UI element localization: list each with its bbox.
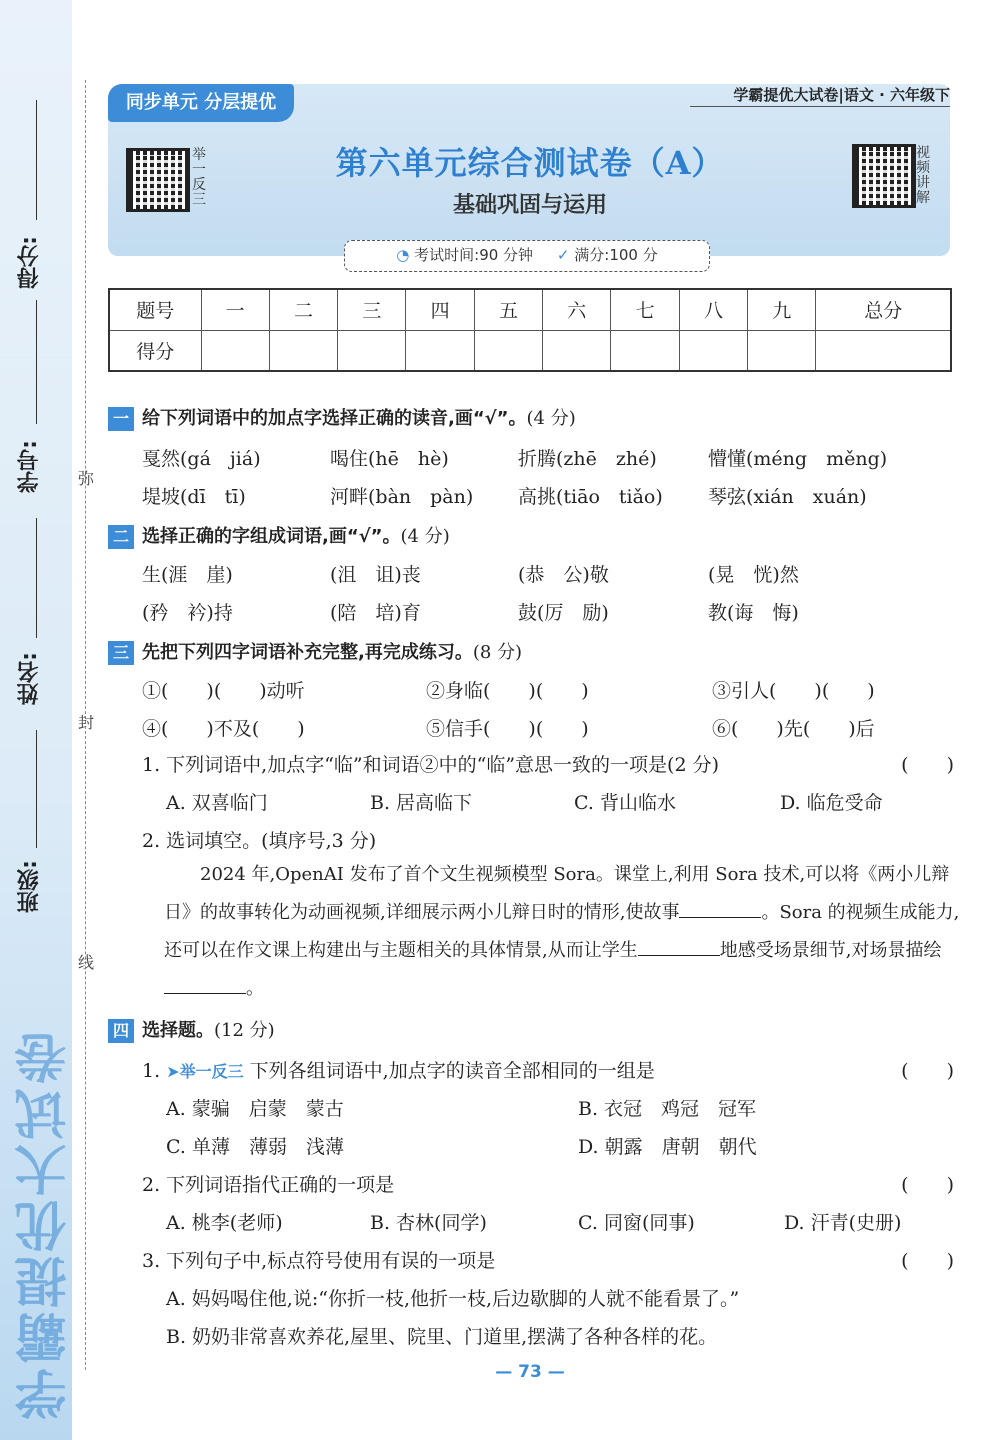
variant-tag: ➤举一反三 [166,1062,244,1081]
name-field-label: 姓名: [17,652,42,705]
table-cell: 三 [338,289,406,330]
score-input-cell[interactable] [679,330,747,371]
name-field-line[interactable] [36,518,37,638]
exam-info-box [344,240,710,272]
section-4-heading [108,1016,275,1043]
student-id-field-label: 学号: [17,440,42,493]
score-input-cell[interactable] [611,330,679,371]
score-table-header-row [109,289,951,330]
list-item[interactable]: (陪 培)育 [330,602,421,624]
section-2-heading [108,522,450,549]
brand-watermark: 学霸提优大试卷 [16,1028,76,1420]
section-title: 选择正确的字组成词语,画“√”。 [142,526,401,547]
unit-tag: 同步单元 分层提优 [108,84,294,122]
table-cell: 五 [474,289,542,330]
list-item[interactable]: 鼓(厉 励) [518,602,609,624]
question-4-3: 3. 下列句子中,标点符号使用有误的一项是 [142,1250,496,1272]
passage-text: 2024 年,OpenAI 发布了首个文生视频模型 Sora。课堂上,利用 Sora 技术,可以将《两小儿辩日》的故事转化为动画视频,详细展示两小儿辩日时的情形,使故事 [164,864,950,923]
passage-text: 地感受场景细节,对场景描绘 [719,940,942,961]
list-item[interactable]: 琴弦(xián xuán) [708,486,867,508]
section-points: (12 分) [214,1020,275,1041]
score-input-cell[interactable] [474,330,542,371]
idiom-blank[interactable]: ⑤信手( )( ) [426,718,589,740]
qr-right-caption: 视频讲解 [916,145,930,206]
question-4-2: 2. 下列词语指代正确的一项是 [142,1174,395,1196]
section-3-heading [108,638,522,665]
list-item[interactable]: (晃 恍)然 [708,564,799,586]
table-cell: 得分 [109,330,201,371]
option-c[interactable]: C. 同窗(同事) [578,1212,695,1234]
table-cell: 二 [269,289,337,330]
option-b[interactable]: B. 居高临下 [370,792,473,814]
idiom-blank[interactable]: ③引人( )( ) [712,680,875,702]
question-number: 1. [142,1060,161,1082]
list-item[interactable]: (矜 衿)持 [142,602,233,624]
list-item[interactable]: (沮 诅)丧 [330,564,421,586]
seal-char-xian: 线 [78,953,95,972]
page-number: — 73 — [495,1362,565,1382]
score-table-score-row [109,330,951,371]
list-item[interactable]: 懵懂(méng měng) [708,448,888,470]
idiom-blank[interactable]: ②身临( )( ) [426,680,589,702]
section-points: (8 分) [472,642,523,663]
table-cell: 九 [748,289,816,330]
student-id-field-line[interactable] [36,300,37,424]
section-points: (4 分) [526,408,576,429]
idiom-blank[interactable]: ④( )不及( ) [142,718,305,740]
qr-code-left-icon[interactable] [126,148,190,212]
list-item[interactable]: 戛然(gá jiá) [142,448,261,470]
answer-paren[interactable]: ( ) [901,1060,954,1082]
section-title: 选择题。 [142,1020,214,1041]
fill-blank-1[interactable] [679,917,761,918]
class-field-line[interactable] [36,730,37,848]
section-number: 一 [108,407,134,431]
question-4-1 [142,1056,655,1083]
section-title: 先把下列四字词语补充完整,再完成练习。 [142,642,473,663]
question-3-1: 1. 下列词语中,加点字“临”和词语②中的“临”意思一致的一项是(2 分) [142,754,720,776]
page-subtitle: 基础巩固与运用 [452,193,607,218]
seal-char-mi: 弥 [78,469,95,488]
option-c[interactable]: C. 单薄 薄弱 浅薄 [166,1136,344,1158]
list-item[interactable]: 生(涯 崖) [142,564,233,586]
idiom-blank[interactable]: ①( )( )动听 [142,680,305,702]
fill-blank-2[interactable] [638,955,720,956]
check-icon: ✓ [556,246,570,264]
option-c[interactable]: C. 背山临水 [574,792,676,814]
score-table [108,288,952,372]
score-input-cell[interactable] [269,330,337,371]
table-cell: 一 [201,289,269,330]
table-cell: 四 [406,289,474,330]
qr-left-caption: 举一反三 [192,147,206,208]
option-a[interactable]: A. 蒙骗 启蒙 蒙古 [166,1098,344,1120]
section-number: 二 [108,525,134,549]
clock-icon: ◔ [396,246,410,264]
answer-paren[interactable]: ( ) [901,1250,954,1272]
option-a[interactable]: A. 妈妈喝住他,说:“你折一枝,他折一枝,后边歇脚的人就不能看景了。” [166,1288,740,1310]
answer-paren[interactable]: ( ) [901,1174,954,1196]
answer-paren[interactable]: ( ) [901,754,954,776]
score-input-cell[interactable] [816,330,951,371]
list-item[interactable]: 教(诲 悔) [708,602,799,624]
seal-char-feng: 封 [78,713,95,732]
score-field-label: 得分: [17,236,42,289]
option-b[interactable]: B. 奶奶非常喜欢养花,屋里、院里、门道里,摆满了各种各样的花。 [166,1326,718,1348]
class-field-label: 班级: [17,860,42,913]
option-a[interactable]: A. 双喜临门 [166,792,268,814]
list-item[interactable]: 喝住(hē hè) [330,448,449,470]
qr-code-right-icon[interactable] [852,144,916,208]
question-3-2: 2. 选词填空。(填序号,3 分) [142,830,377,852]
list-item[interactable]: 折腾(zhē zhé) [518,448,657,470]
series-underline [690,106,950,107]
score-input-cell[interactable] [543,330,611,371]
option-d[interactable]: D. 朝露 唐朝 朝代 [578,1136,757,1158]
fill-blank-3[interactable] [164,993,246,994]
question-text: 下列各组词语中,加点字的读音全部相同的一组是 [249,1060,655,1082]
series-title: 学霸提优大试卷|语文 · 六年级下 [733,86,950,104]
option-b[interactable]: B. 杏林(同学) [370,1212,487,1234]
score-input-cell[interactable] [748,330,816,371]
option-b[interactable]: B. 衣冠 鸡冠 冠军 [578,1098,757,1120]
table-cell: 六 [543,289,611,330]
list-item[interactable]: 河畔(bàn pàn) [330,486,474,508]
section-number: 三 [108,641,134,665]
passage [164,856,960,1008]
table-cell: 七 [611,289,679,330]
list-item[interactable]: 高挑(tiāo tiǎo) [518,486,663,508]
table-cell: 八 [679,289,747,330]
table-cell: 总分 [816,289,951,330]
score-field-line[interactable] [36,100,37,220]
score-input-cell[interactable] [338,330,406,371]
option-a[interactable]: A. 桃李(老师) [166,1212,283,1234]
section-1-heading [108,404,576,431]
section-title: 给下列词语中的加点字选择正确的读音,画“√”。 [142,408,527,429]
section-number: 四 [108,1019,134,1043]
table-cell: 题号 [109,289,201,330]
passage-text: 。 [246,978,264,999]
option-d[interactable]: D. 临危受命 [780,792,883,814]
section-points: (4 分) [400,526,450,547]
list-item[interactable]: 堤坡(dī tī) [142,486,246,508]
passage-text: 。Sora 的视频生成能力,还可以在作文课上构建出与主题相关的具体情景,从而让学生 [164,902,960,961]
option-d[interactable]: D. 汗青(史册) [784,1212,902,1234]
idiom-blank[interactable]: ⑥( )先( )后 [712,718,875,740]
exam-full-score: 满分:100 分 [574,246,658,264]
score-input-cell[interactable] [406,330,474,371]
score-input-cell[interactable] [201,330,269,371]
exam-time: 考试时间:90 分钟 [414,246,534,264]
page-title: 第六单元综合测试卷（A） [335,144,725,182]
list-item[interactable]: (恭 公)敬 [518,564,609,586]
